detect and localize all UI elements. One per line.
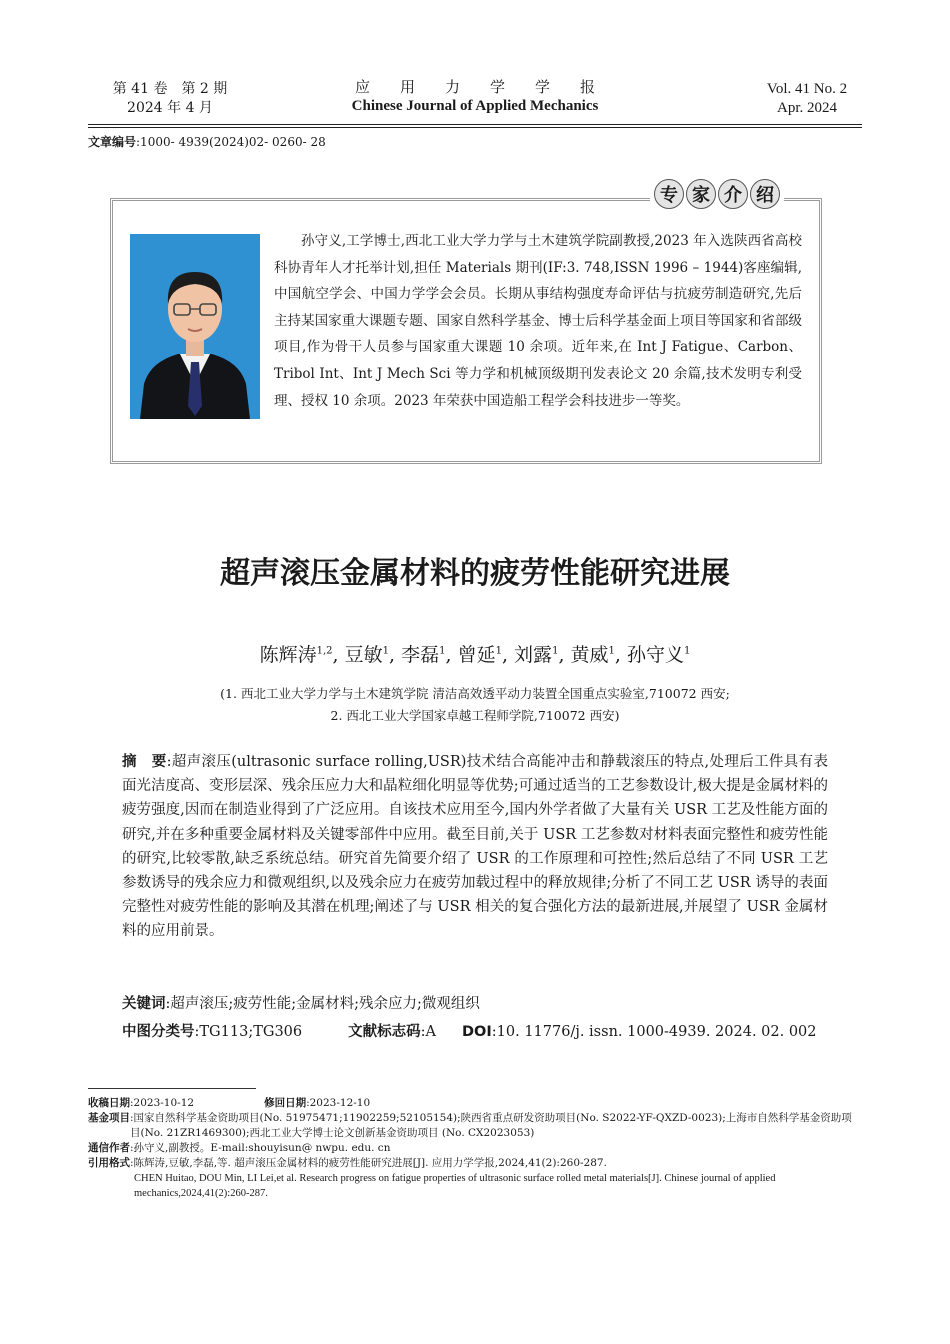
journal-name-en: Chinese Journal of Applied Mechanics [351,98,599,114]
header-rule-top [88,124,862,125]
header-volume-en [752,80,862,118]
keywords-text: :超声滚压;疲劳性能;金属材料;残余应力;微观组织 [165,996,480,1012]
volume-issue-en: Vol. 41 No. 2 [766,81,848,97]
revised-date: :2023-12-10 [306,1097,371,1109]
abstract-label: 摘 要 [122,754,167,770]
affiliation-line: (1. 西北工业大学力学与土木建筑学院 清洁高效透平动力装置全国重点实验室,710072 西安; [220,686,730,701]
article-number [88,133,326,150]
author-list: 陈辉涛$^{1,2}$, 豆敏$^1$, 李磊$^1$, 曾延$^1$, 刘露$^1$, 黄威$^1$, 孙守义$^1$ [259,644,691,666]
fund-text: :国家自然科学基金资助项目(No. 51975471;11902259;52105154);陕西省重点研发资助项目(No. S2022-YF-QXZD-0023);上海市自然科学基金资助项目(No. 21ZR1469300);西北工业大学博士论文创新基金资助项目 (No. CX2023053) [130,1112,852,1139]
expert-tag-char: 绍 [750,179,780,209]
citation-cn: :陈辉涛,豆敏,李磊,等. 超声滚压金属材料的疲劳性能研究进展[J]. 应用力学学报,2024,41(2):260-287. [130,1157,607,1169]
expert-intro-tag [650,176,784,212]
header-rule-bottom [88,127,862,128]
article-number-label: 文章编号 [88,135,137,149]
author: 刘露$^1$ [514,644,559,666]
date-cn: 2024 年 4 月 [127,100,213,116]
expert-tag-char: 介 [718,179,748,209]
footnote-fund: 基金项目 :国家自然科学基金资助项目(No. 51975471;11902259;52105154);陕西省重点研发资助项目(No. S2022-YF-QXZD-0023);上海市自然科学基金资助项目(No. 21ZR1469300);西北工业大学博士论文创新基金资助项目 (No. CX2023053) [88,1111,862,1141]
author: 孙守义$^1$ [627,644,691,666]
volume-issue-cn: 第 41 卷 第 2 期 [112,81,228,97]
footnote-rule [88,1088,256,1089]
footnote-citation: 引用格式 :陈辉涛,豆敏,李磊,等. 超声滚压金属材料的疲劳性能研究进展[J]. 应用力学学报,2024,41(2):260-287. CHEN Huitao, DOU Min, LI Lei,et al. Research progress on fatigue properties of ultrasonic surface rolled metal materials[J]. Chinese journal of applied mechanics,2024,41(2):260-287. [88,1156,862,1201]
footnote-dates: 收稿日期:2023-10-12 修回日期:2023-12-10 [88,1097,371,1109]
footnote-corresponding: 通信作者 :孙守义,副教授。E-mail:shouyisun@ nwpu. edu. cn [88,1141,862,1156]
date-en: Apr. 2024 [777,100,837,116]
doc-code-label: 文献标志码 [348,1024,421,1040]
header-volume-cn [100,80,240,118]
doi-label: DOI [462,1024,492,1040]
received-date: :2023-10-12 [130,1097,195,1109]
author: 李磊$^1$ [401,644,446,666]
keywords-label: 关键词 [122,996,166,1012]
affiliation-line: 2. 西北工业大学国家卓越工程师学院,710072 西安) [330,708,620,723]
keywords [122,992,828,1013]
abstract-text: :超声滚压(ultrasonic surface rolling,USR)技术结合高能冲击和静载滚压的特点,处理后工件具有表面光洁度高、变形层深、残余压应力大和晶粒细化明显等优势;可通过适当的工艺参数设计,极大提是金属材料的疲劳强度,因而在制造业得到了广泛应用。自该技术应用至今,国内外学者做了大量有关 USR 工艺及性能方面的研究,并在多种重要金属材料及关键零部件中应用。截至目前,关于 USR 工艺参数对材料表面完整性和疲劳性能的研究,比较零散,缺乏系统总结。研究首先简要介绍了 USR 的工作原理和可控性;然后总结了不同 USR 工艺参数诱导的残余应力和微观组织,以及残余应力在疲劳加载过程中的释放规律;分析了不同工艺 USR 诱导的表面完整性对疲劳性能的影响及其潜在机理;阐述了与 USR 相关的复合强化方法的最新进展,并展望了 USR 金属材料的应用前景。 [122,754,828,940]
abstract [122,750,828,944]
footnotes [88,1096,862,1201]
expert-bio: 孙守义,工学博士,西北工业大学力学与土木建筑学院副教授,2023 年入选陕西省高校科协青年人才托举计划,担任 Materials 期刊(IF:3. 748,ISSN 1996 – 1944)客座编辑,中国航空学会、中国力学学会会员。长期从事结构强度寿命评估与抗疲劳制造研究,先后主持某国家重大课题专题、国家自然科学基金、博士后科学基金面上项目等国家和省部级项目,作为骨干人员参与国家重大课题 10 余项。近年来,在 Int J Fatigue、Carbon、Tribol Int、Int J Mech Sci 等力学和机械顶级期刊发表论文 20 余篇,技术发明专利受理、授权 10 余项。2023 年荣获中国造船工程学会科技进步一等奖。 [274,233,802,409]
paper-title: 超声滚压金属材料的疲劳性能研究进展 [220,556,730,591]
portrait-illustration [130,234,260,419]
article-number-value: :1000- 4939(2024)02- 0260- 28 [136,135,326,149]
doc-code-value: :A [420,1024,436,1040]
author: 曾延$^1$ [457,644,502,666]
expert-tag-char: 专 [654,179,684,209]
author: 豆敏$^1$ [344,644,389,666]
expert-tag-char: 家 [686,179,716,209]
doi-value: :10. 11776/j. issn. 1000-4939. 2024. 02. 002 [491,1024,817,1040]
journal-name-cn: 应用力学学报 [354,78,625,96]
clc-value: :TG113;TG306 [194,1024,303,1040]
citation-en: CHEN Huitao, DOU Min, LI Lei,et al. Research progress on fatigue properties of ultrasonic surface rolled metal materials[J]. Chinese journal of applied mechanics,2024,41(2):260-287. [134,1173,776,1199]
journal-name [300,76,650,115]
clc-label: 中图分类号 [122,1024,195,1040]
author: 黄威$^1$ [570,644,615,666]
expert-portrait-photo [130,234,260,419]
affiliations [0,683,950,727]
classification-line [122,1020,842,1041]
author: 陈辉涛$^{1,2}$ [259,644,333,666]
corresponding-author: :孙守义,副教授。E-mail:shouyisun@ nwpu. edu. cn [130,1142,391,1154]
